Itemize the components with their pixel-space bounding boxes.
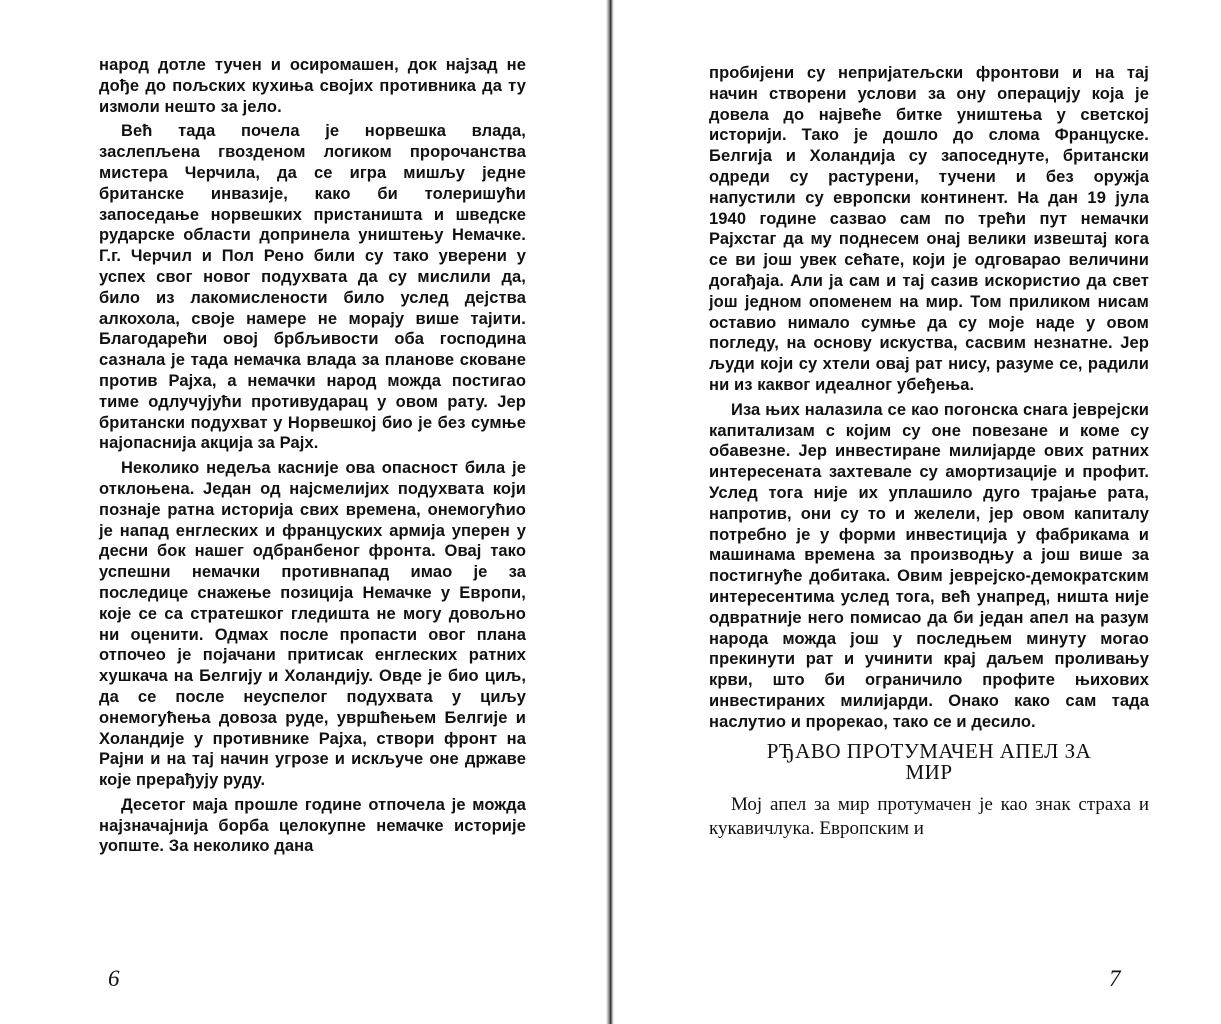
paragraph: Иза њих налазила се као погонска снага јеврејски капитализам с којим су оне повезане и коме су обавезне. Јер инвестиране милијарде ових ратних интересената захтевале су амортизације и профит. Услед тога није их уплашило дуго трајање рата, напротив, они су то и желели, јер овом капиталу потребно је у форми инвестиција у фабрикама и машинама времена за производњу а још више за постигнуће добитака. Овим јеврејско-демократским интересентима услед тога, већ унапред, ништа није одвратније него помисао да би један апел на разум народа можда још у последњем минуту могао прекинути рат и учинити крај даљем проливању крви, што би ограничило профите њихових инвестираних милијарди. Онако како сам тада наслутио и прорекао, тако се и десило. [709, 400, 1149, 731]
left-page [0, 0, 606, 1024]
book-gutter [606, 0, 614, 1024]
paragraph: Мој апел за мир протумачен је као знак страха и кукавичлука. Европским и [709, 793, 1149, 839]
right-text-column [709, 63, 1149, 841]
paragraph: пробијени су непријатељски фронтови и на тај начин створени услови за ону операцију која је довела до највеће битке уништења у светској историји. Тако је дошло до слома Француске. Белгија и Холандија су запоседнуте, британски одреди су растурени, тучени и без оружја напустили су европски континент. На дан 19 јула 1940 године сазвао сам по трећи пут немачки Рајхстаг да му поднесем онај велики извештај кога се ви још увек сећате, који је одговарао величини догађаја. Али ја сам и тај сазив искористио да свет још једном опоменем на мир. Том приликом нисам оставио нимало сумње да су моје наде у овом погледу, на основу искуства, сасвим незнатне. Јер људи који су хтели овај рат нису, разуме се, радили ни из каквог идеалног убеђења. [709, 64, 1149, 394]
paragraph: народ дотле тучен и осиромашен, док најзад не дође до пољских кухиња својих противника да ту измоли нешто за јело. [99, 56, 526, 116]
section-heading [709, 738, 1149, 784]
section-heading-line: МИР [905, 759, 953, 784]
page-number: 6 [108, 966, 120, 991]
paragraph: Десетог маја прошле године отпочела је можда најзначајнија борба целокупне немачке историје уопште. За неколико дана [99, 795, 526, 856]
left-text-column [99, 55, 526, 861]
section-heading-line: РЂАВО ПРОТУМАЧЕН АПЕЛ ЗА [766, 738, 1092, 763]
right-page [614, 0, 1221, 1024]
paragraph: Неколико недеља касније ова опасност била је отклоњена. Један од најсмелијих подухвата који познаје ратна историја свих времена, онемогућио је напад енглеских и француских армија уперен у десни бок нашег одбранбеног фронта. Овај тако успешни немачки противнапад имао је за последице снажење позиција Немачке у Европи, које се са стратешког гледишта не могу довољно ни оценити. Одмах после пропасти овог плана отпочео је појачани притисак енглеских ратних хушкача на Белгију и Холандију. Овде је био циљ, да се после неуспелог подухвата у циљу онемогућења довоза руде, увршћењем Белгије и Холандије у противнике Рајха, створи фронт на Рајни и на тај начин угрозе и искључе оне државе које прерађују руду. [99, 459, 526, 790]
page-number: 7 [1109, 966, 1121, 991]
paragraph: Већ тада почела је норвешка влада, заслепљена гвозденом логиком пророчанства мистера Черчила, да се игра мишљу једне британске инвазије, како би толеришући запоседање норвешких пристаништа и шведске рударске области допринела уништењу Немачке. Г.г. Черчил и Пол Рено били су тако уверени у успех свог новог подухвата да су мислили да, било из лакомислености било услед дејства алкохола, своје намере не морају више тајити. Благодарећи овој брбљивости оба господина сазнала је тада немачка влада за планове сковане против Рајха, а немачки народ можда постигао тиме одлучујући противударац у овом рату. Јер британски подухват у Норвешкој био је без сумње најопаснија акција за Рајх. [99, 122, 526, 453]
